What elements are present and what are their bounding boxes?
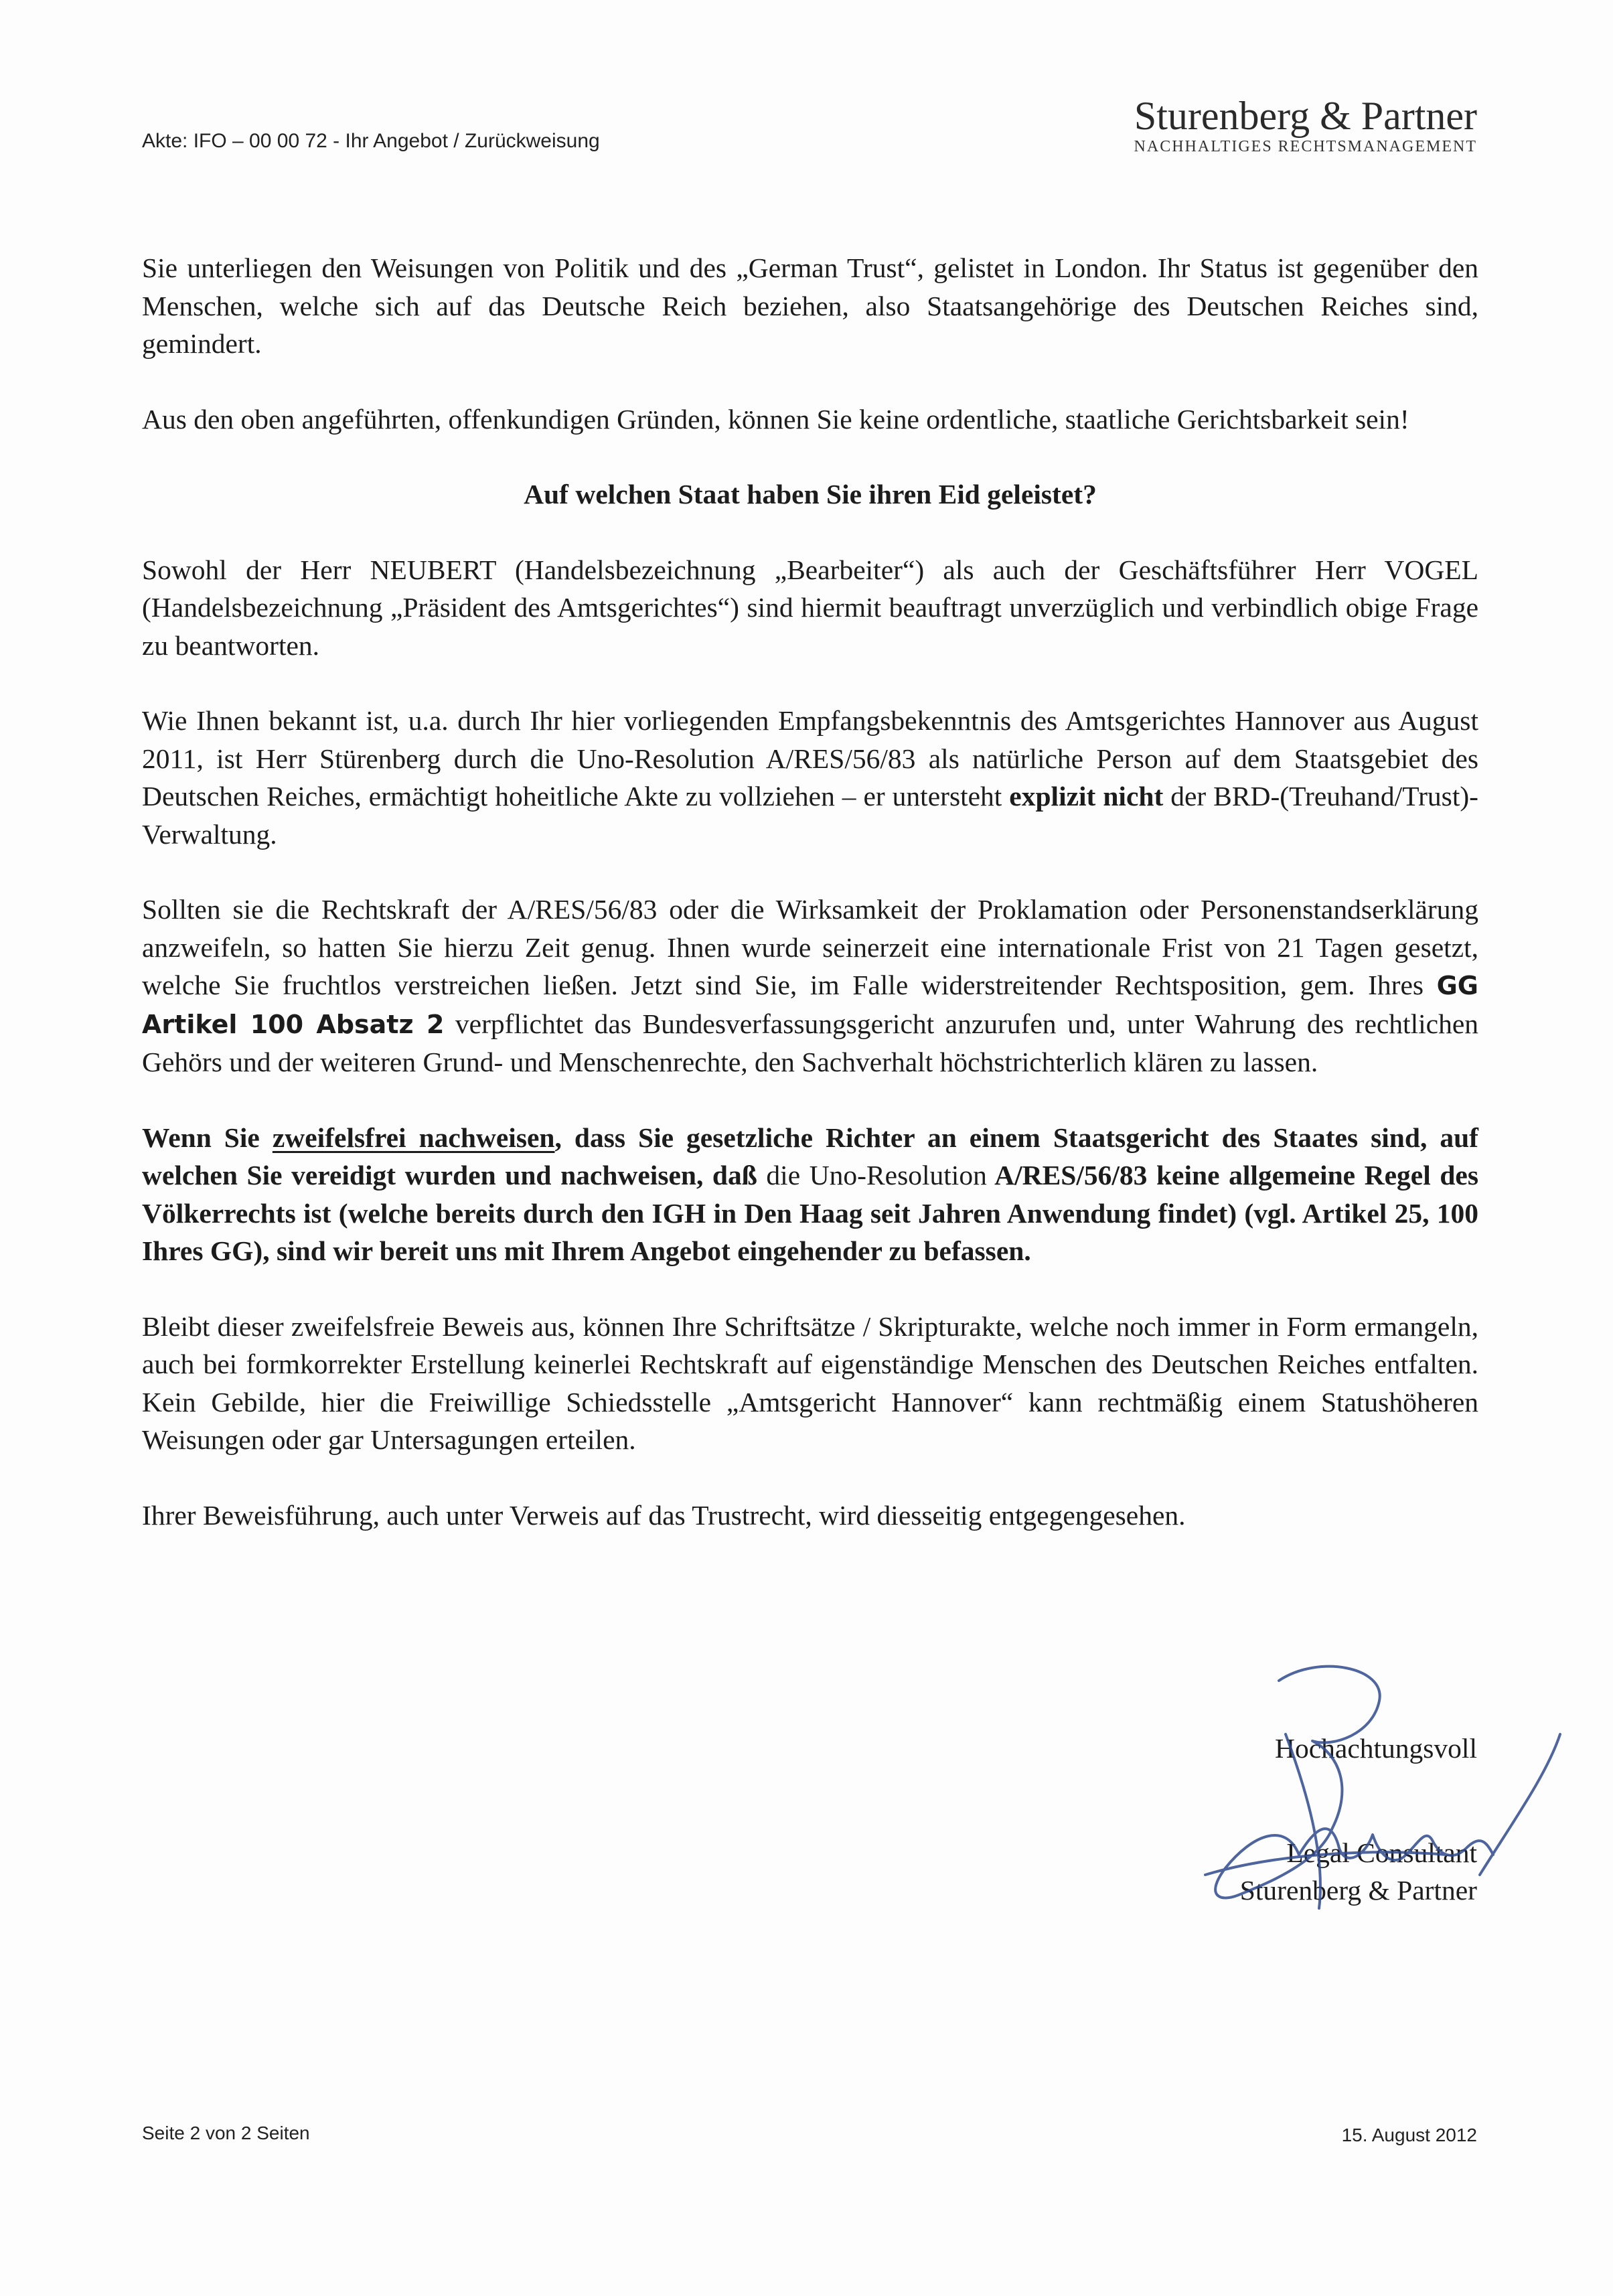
paragraph-4 <box>142 702 1478 853</box>
paragraph-8: Ihrer Beweisführung, auch unter Verweis auf das Trustrecht, wird diesseitig entgegengesehen. <box>142 1499 1186 1531</box>
paragraph-3: Sowohl der Herr NEUBERT (Handelsbezeichnung „Bearbeiter“) als auch der Geschäftsführer Herr VOGEL (Handelsbezeichnung „Präsident des Amtsgerichtes“) sind hiermit beauftragt unverzüglich und verbindlich obige Frage zu beantworten. <box>142 554 1478 661</box>
signer-firm: Sturenberg & Partner <box>1239 1875 1477 1906</box>
file-reference: Akte: IFO – 00 00 72 - Ihr Angebot / Zurückweisung <box>142 130 600 152</box>
question-heading: Auf welchen Staat haben Sie ihren Eid geleistet? <box>524 479 1097 510</box>
paragraph-4-text-b: der BRD-(Treuhand/Trust)-Verwaltung. <box>142 781 1478 850</box>
closing-greeting: Hochachtungsvoll <box>1275 1733 1477 1764</box>
signature-stroke-flourish <box>1480 1734 1560 1875</box>
letter-body <box>142 249 1478 1572</box>
signature-stroke-loop <box>1215 1667 1380 1898</box>
paragraph-7: Bleibt dieser zweifelsfreie Beweis aus, können Ihre Schriftsätze / Skripturakte, welche noch immer in Form ermangeln, auch bei formkorrekter Erstellung keinerlei Rechtskraft auf eigenständige Menschen des Deutschen Reiches entfalten. Kein Gebilde, hier die Freiwillige Schiedsstelle „Amtsgericht Hannover“ kann rechtmäßig einem Statushöheren Weisungen oder gar Untersagungen erteilen. <box>142 1310 1478 1455</box>
paragraph-4-text-a: Wie Ihnen bekannt ist, u.a. durch Ihr hier vorliegenden Empfangsbekenntnis des Amtsgerichtes Hannover aus August 2011, ist Herr Stürenberg durch die Uno-Resolution A/RES/56/83 als natürliche Person auf dem Staatsgebiet des Deutschen Reiches, ermächtigt hoheitliche Akte zu vollziehen – er untersteht <box>142 705 1478 812</box>
handwritten-signature <box>1165 1654 1567 1935</box>
firm-tagline: NACHHALTIGES RECHTSMANAGEMENT <box>1134 138 1477 155</box>
page-number: Seite 2 von 2 Seiten <box>142 2123 310 2143</box>
letterhead <box>1134 94 1477 156</box>
paragraph-4-emphasis: explizit nicht <box>1009 781 1164 812</box>
firm-name: Sturenberg & Partner <box>1134 94 1477 138</box>
paragraph-5-text-a: Sollten sie die Rechtskraft der A/RES/56/83 oder die Wirksamkeit der Proklamation oder Personenstandserklärung anzweifeln, so hatten Sie hierzu Zeit genug. Ihnen wurde seinerzeit eine internationale Frist von 21 Tagen gesetzt, welche Sie fruchtlos verstreichen ließen. Jetzt sind Sie, im Falle widerstreitender Rechtsposition, gem. Ihres <box>142 894 1478 1000</box>
signer-title: Legal Consultant <box>1286 1837 1477 1868</box>
paragraph-2: Aus den oben angeführten, offenkundigen Gründen, können Sie keine ordentliche, staatliche Gerichtsbarkeit sein! <box>142 403 1409 435</box>
paragraph-5-emphasis: GG Artikel 100 Absatz 2 <box>142 971 1478 1039</box>
letter-date: 15. August 2012 <box>1341 2125 1477 2145</box>
paragraph-6-underlined: zweifelsfrei nachweisen <box>272 1122 555 1153</box>
paragraph-1: Sie unterliegen den Weisungen von Politik und des „German Trust“, gelistet in London. Ihr Status ist gegenüber den Menschen, welche sich auf das Deutsche Reich beziehen, also Staatsangehörige des Deutschen Reiches sind, gemindert. <box>142 252 1478 359</box>
paragraph-6 <box>142 1119 1478 1270</box>
paragraph-5 <box>142 891 1478 1081</box>
paragraph-6-text-b: , dass Sie gesetzliche Richter an einem Staatsgericht des Staates sind, auf welchen Sie vereidigt wurden und nachweisen, daß <box>142 1122 1479 1191</box>
signature-stroke-underline <box>1205 1852 1446 1875</box>
paragraph-5-text-b: verpflichtet das Bundesverfassungsgericht anzurufen und, unter Wahrung des rechtlichen Gehörs und der weiteren Grund- und Menschenrechte, den Sachverhalt höchstrichterlich klären zu lassen. <box>142 1008 1478 1077</box>
paragraph-6-text-c: A/RES/56/83 keine allgemeine Regel des Völkerrechts ist (welche bereits durch den IGH in Den Haag seit Jahren Anwendung findet) (vgl. Artikel 25, 100 Ihres GG), sind wir bereit uns mit Ihrem Angebot eingehender zu befassen. <box>142 1160 1478 1266</box>
paragraph-6-text-a: Wenn Sie <box>142 1122 273 1153</box>
paragraph-6-normal: die Uno-Resolution <box>766 1160 987 1191</box>
signature-stroke-initial <box>1286 1734 1320 1908</box>
